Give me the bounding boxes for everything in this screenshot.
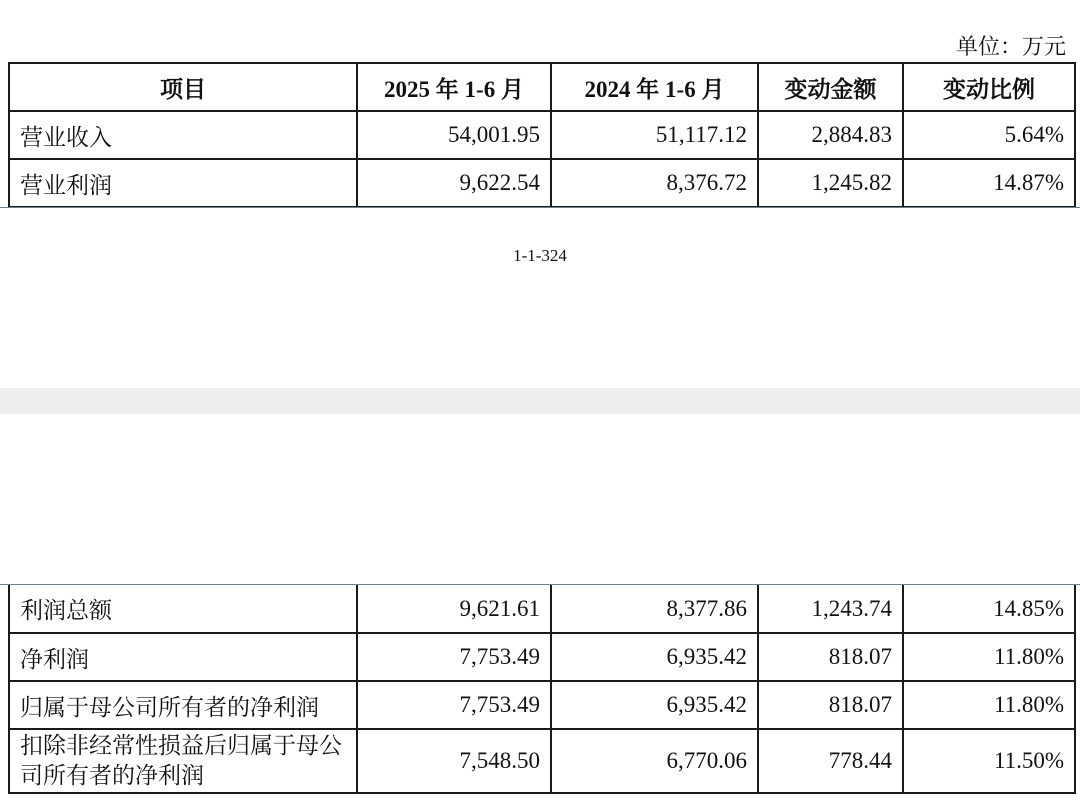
row-item: 归属于母公司所有者的净利润 [9,681,357,729]
cell-2025: 9,622.54 [357,159,551,207]
cell-ratio: 11.80% [903,633,1075,681]
cell-change: 1,243.74 [758,585,903,633]
cell-2025: 7,548.50 [357,729,551,793]
cell-2025: 7,753.49 [357,633,551,681]
cell-ratio: 11.50% [903,729,1075,793]
table-row [9,633,1075,681]
cell-ratio: 14.85% [903,585,1075,633]
cell-2024: 51,117.12 [551,111,758,159]
header-2025: 2025 年 1-6 月 [357,63,551,111]
header-2024: 2024 年 1-6 月 [551,63,758,111]
cell-change: 1,245.82 [758,159,903,207]
cell-ratio: 5.64% [903,111,1075,159]
table-row [9,585,1075,633]
page-number: 1-1-324 [513,246,567,265]
cell-change: 818.07 [758,633,903,681]
table-row [9,111,1075,159]
cell-2024: 8,377.86 [551,585,758,633]
cell-change: 818.07 [758,681,903,729]
row-item: 扣除非经常性损益后归属于母公司所有者的净利润 [9,729,357,793]
cell-change: 778.44 [758,729,903,793]
cell-ratio: 14.87% [903,159,1075,207]
financial-table-top [8,62,1076,208]
row-item: 利润总额 [9,585,357,633]
table-row [9,159,1075,207]
table-header-row [9,63,1075,111]
page-gap [0,388,1080,414]
cell-2025: 7,753.49 [357,681,551,729]
row-item: 净利润 [9,633,357,681]
cell-change: 2,884.83 [758,111,903,159]
cell-2025: 9,621.61 [357,585,551,633]
table-row [9,729,1075,793]
cell-2024: 8,376.72 [551,159,758,207]
cell-2024: 6,935.42 [551,681,758,729]
page-cut-line [0,207,1080,208]
unit-label: 单位：万元 [955,34,1066,59]
header-item: 项目 [9,63,357,111]
cell-2025: 54,001.95 [357,111,551,159]
header-ratio: 变动比例 [903,63,1075,111]
table-row [9,681,1075,729]
header-change: 变动金额 [758,63,903,111]
cell-2024: 6,935.42 [551,633,758,681]
row-item: 营业收入 [9,111,357,159]
financial-table-bottom [8,585,1076,794]
cell-ratio: 11.80% [903,681,1075,729]
cell-2024: 6,770.06 [551,729,758,793]
row-item: 营业利润 [9,159,357,207]
